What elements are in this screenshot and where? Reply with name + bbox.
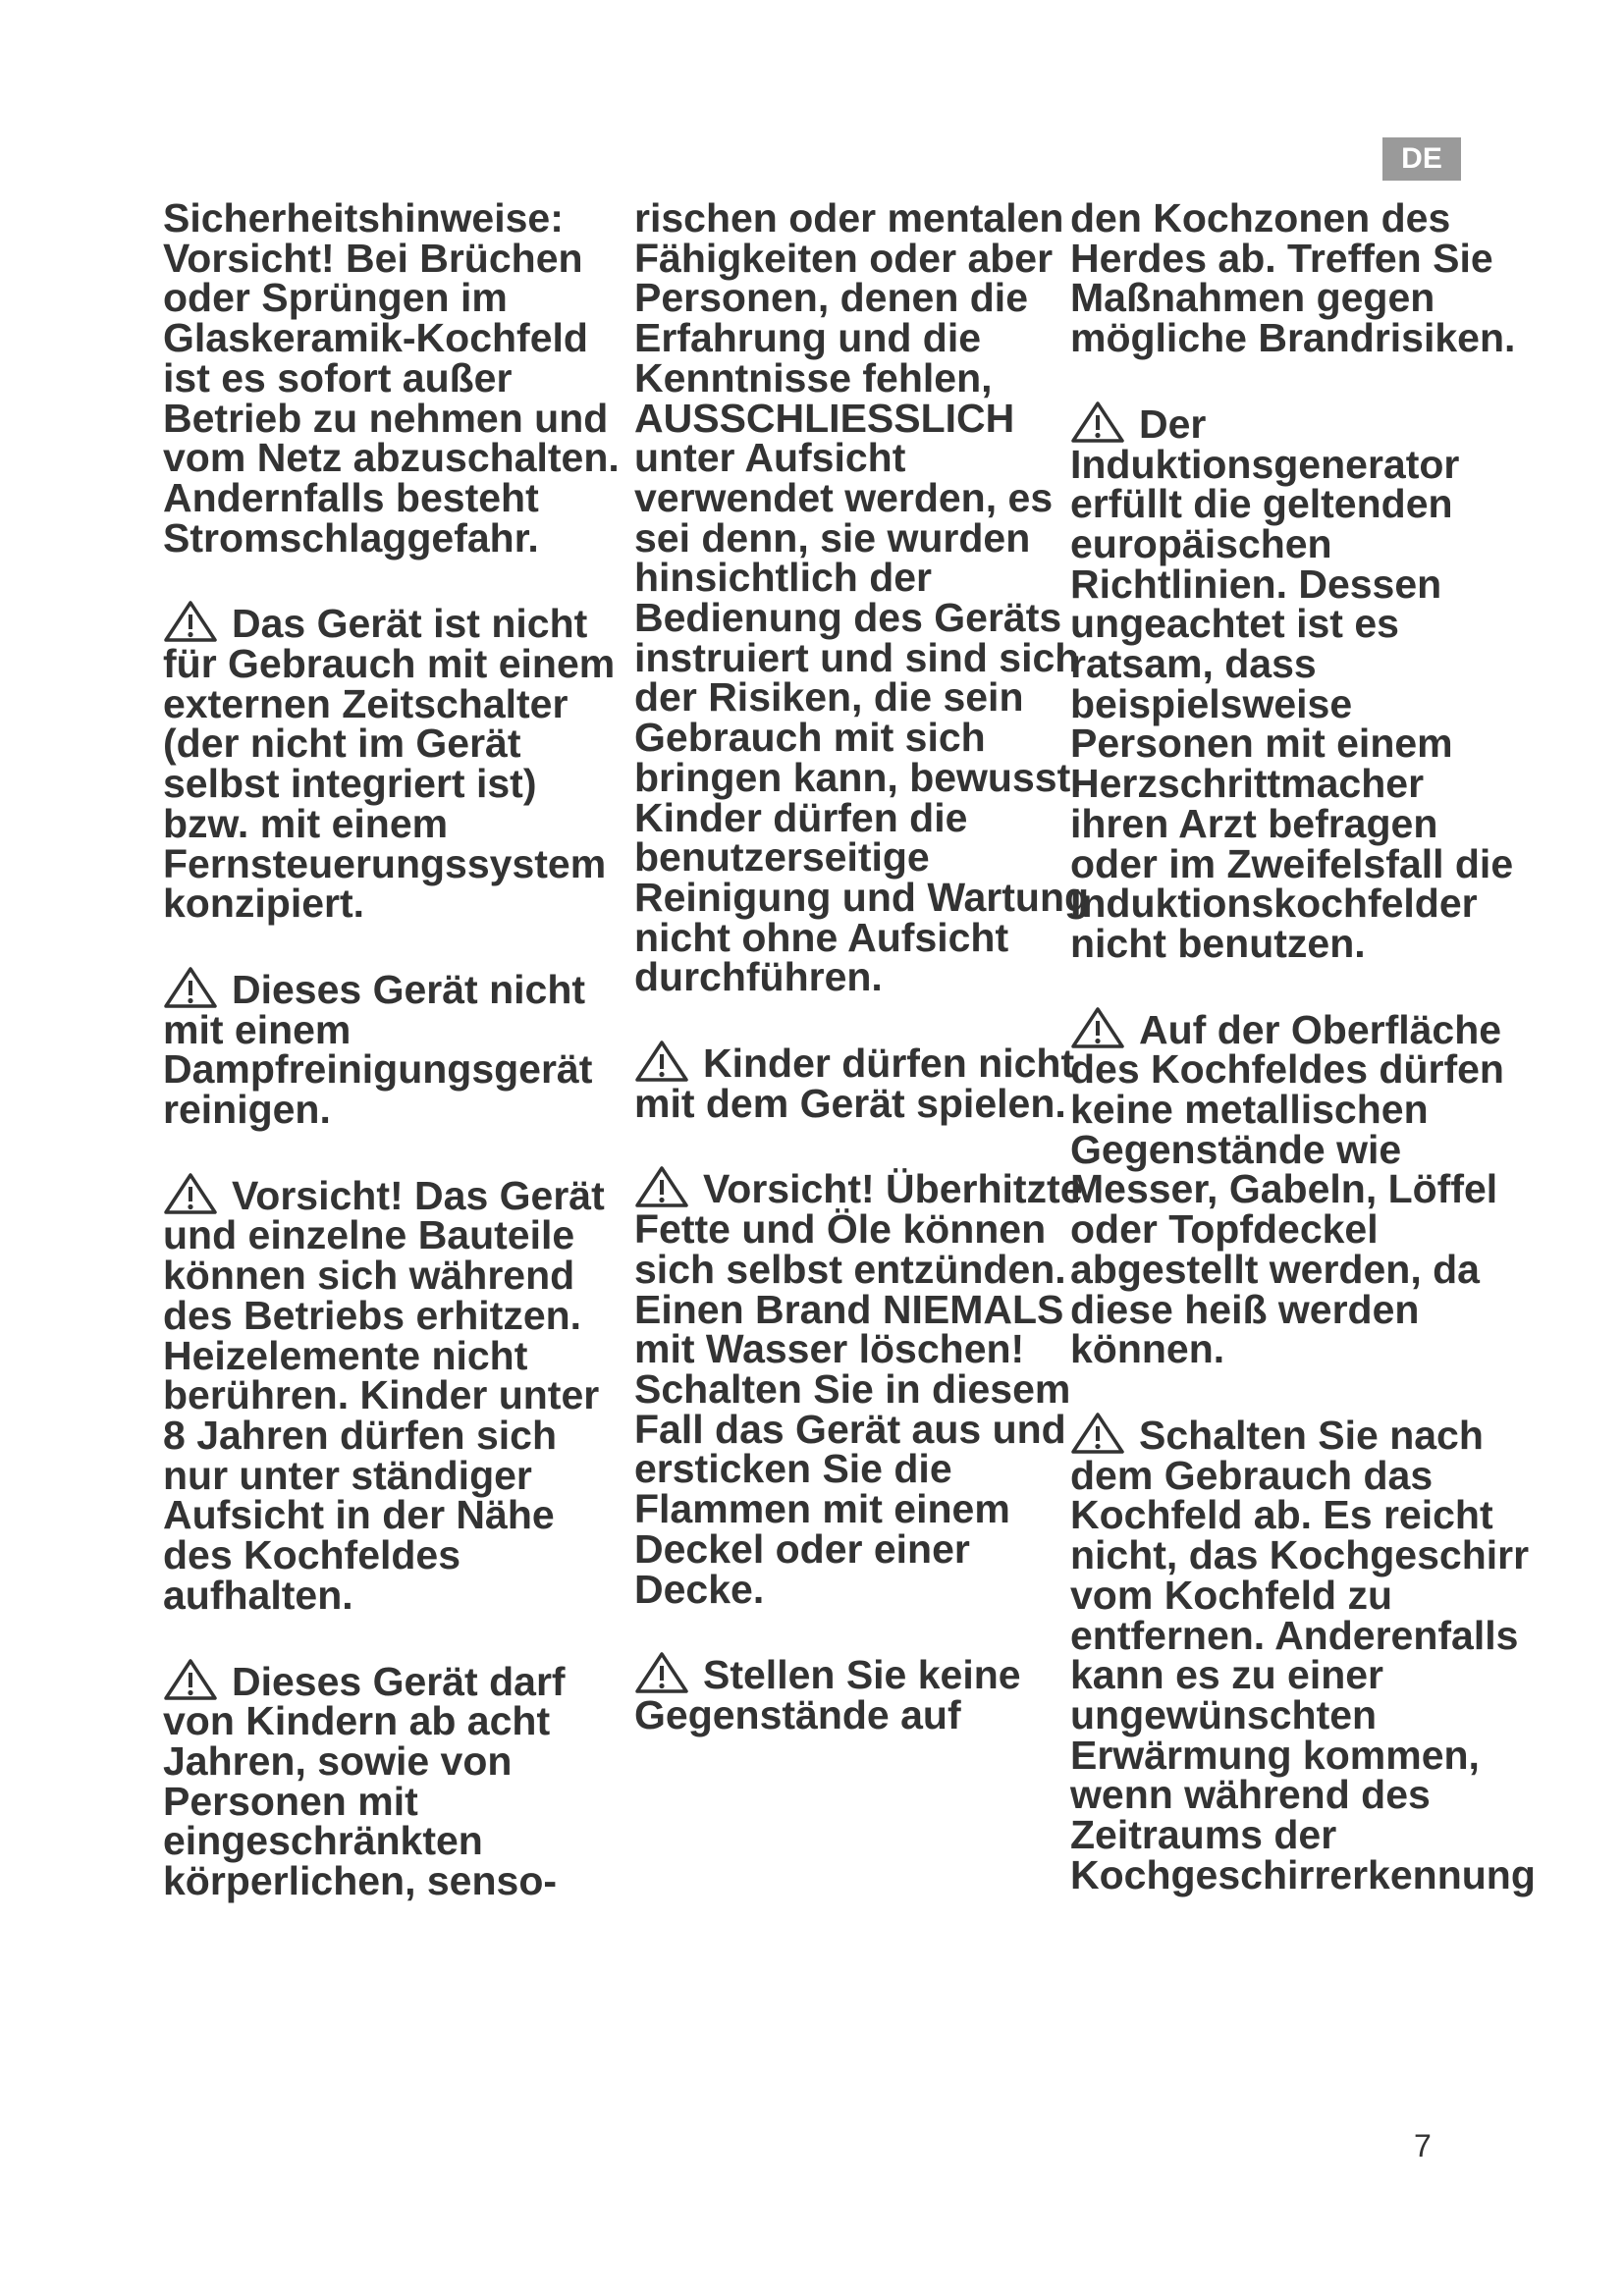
warning-triangle-icon bbox=[163, 1172, 218, 1215]
paragraph-3-1 bbox=[1070, 195, 1532, 361]
paragraph-1-3 bbox=[163, 966, 624, 1133]
paragraph-2-4 bbox=[634, 1651, 1096, 1735]
warning-triangle-icon bbox=[163, 1658, 218, 1701]
warning-triangle-icon bbox=[634, 1165, 689, 1208]
paragraph-text: Vorsicht! Das Gerät und einzelne Bauteile können sich während des Betriebs erhitzen. Heizelemente nicht berühren. Kinder unter 8 Jahren dürfen sich nur unter ständiger Aufsicht in der Nähe des Kochfeldes aufhalten. bbox=[163, 1172, 605, 1618]
paragraph-text: Dieses Gerät nicht mit einem Dampfreinigungsgerät reinigen. bbox=[163, 966, 593, 1133]
paragraph-text: den Kochzonen des Herdes ab. Treffen Sie Maßnahmen gegen mögliche Brandrisiken. bbox=[1070, 195, 1516, 361]
warning-triangle-icon bbox=[634, 1651, 689, 1694]
paragraph-text: Stellen Sie keine Gegenstände auf bbox=[634, 1652, 1021, 1737]
paragraph-text: Schalten Sie nach dem Gebrauch das Kochfeld ab. Es reicht nicht, das Kochgeschirr vom Kochfeld zu entfernen. Anderenfalls kann es zu einer ungewünschten Erwärmung kommen, wenn während des Zeitraums der Kochgeschirrerkennung bbox=[1070, 1412, 1536, 1897]
warning-triangle-icon bbox=[163, 966, 218, 1009]
text-column-3 bbox=[1070, 195, 1536, 1937]
warning-triangle-icon bbox=[1070, 400, 1125, 444]
paragraph-1-1 bbox=[163, 195, 624, 561]
paragraph-text: Sicherheitshinweise: Vorsicht! Bei Brüchen oder Sprüngen im Glaskeramik-Kochfeld ist es sofort außer Betrieb zu nehmen und vom Netz abzuschalten. Andernfalls besteht Stromschlaggefahr. bbox=[163, 195, 620, 561]
warning-triangle-icon bbox=[1070, 1412, 1125, 1455]
paragraph-text: Vorsicht! Überhitzte Fette und Öle können sich selbst entzünden. Einen Brand NIEMALS mit Wasser löschen! Schalten Sie in diesem Fall das Gerät aus und ersticken Sie die Flammen mit einem Deckel oder einer Decke. bbox=[634, 1166, 1083, 1612]
paragraph-1-4 bbox=[163, 1172, 624, 1616]
paragraph-text: Dieses Gerät darf von Kindern ab acht Jahren, sowie von Personen mit eingeschränkten körperlichen, senso- bbox=[163, 1658, 566, 1904]
paragraph-3-2 bbox=[1070, 400, 1532, 964]
paragraph-1-5 bbox=[163, 1658, 624, 1904]
page-number: 7 bbox=[1414, 2128, 1432, 2163]
paragraph-text: Das Gerät ist nicht für Gebrauch mit einem externen Zeitschalter (der nicht im Gerät selbst integriert ist) bzw. mit einem Fernsteuerungssystem konzipiert. bbox=[163, 601, 616, 927]
warning-triangle-icon bbox=[1070, 1006, 1125, 1049]
paragraph-text: Der Induktionsgenerator erfüllt die geltenden europäischen Richtlinien. Dessen ungeachtet ist es ratsam, dass beispielsweise Personen mit einem Herzschrittmacher ihren Arzt befragen oder im Zweifelsfall die Induktionskochfelder nicht benutzen. bbox=[1070, 400, 1514, 966]
language-badge: DE bbox=[1382, 137, 1461, 181]
warning-triangle-icon bbox=[634, 1040, 689, 1083]
paragraph-2-3 bbox=[634, 1165, 1096, 1612]
paragraph-text: Kinder dürfen nicht mit dem Gerät spielen. bbox=[634, 1041, 1075, 1126]
text-column-1 bbox=[163, 195, 624, 1944]
paragraph-2-2 bbox=[634, 1040, 1096, 1126]
paragraph-3-4 bbox=[1070, 1412, 1536, 1897]
paragraph-1-2 bbox=[163, 600, 624, 927]
paragraph-text: rischen oder mentalen Fähigkeiten oder aber Personen, denen die Erfahrung und die Kenntnisse fehlen, AUSSCHLIESSLICH unter Aufsicht verwendet werden, es sei denn, sie wurden hinsichtlich der Bedienung des Geräts instruiert und sind sich der Risiken, die sein Gebrauch mit sich bringen kann, bewusst. Kinder dürfen die benutzerseitige Reinigung und Wartung nicht ohne Aufsicht durchführen. bbox=[634, 195, 1090, 1000]
paragraph-text: Auf der Oberfläche des Kochfeldes dürfen keine metallischen Gegenstände wie Messer, Gabeln, Löffel oder Topfdeckel abgestellt werden, da diese heiß werden können. bbox=[1070, 1006, 1504, 1372]
paragraph-3-3 bbox=[1070, 1006, 1532, 1372]
warning-triangle-icon bbox=[163, 600, 218, 643]
paragraph-2-1 bbox=[634, 195, 1096, 1000]
text-column-2 bbox=[634, 195, 1096, 1778]
